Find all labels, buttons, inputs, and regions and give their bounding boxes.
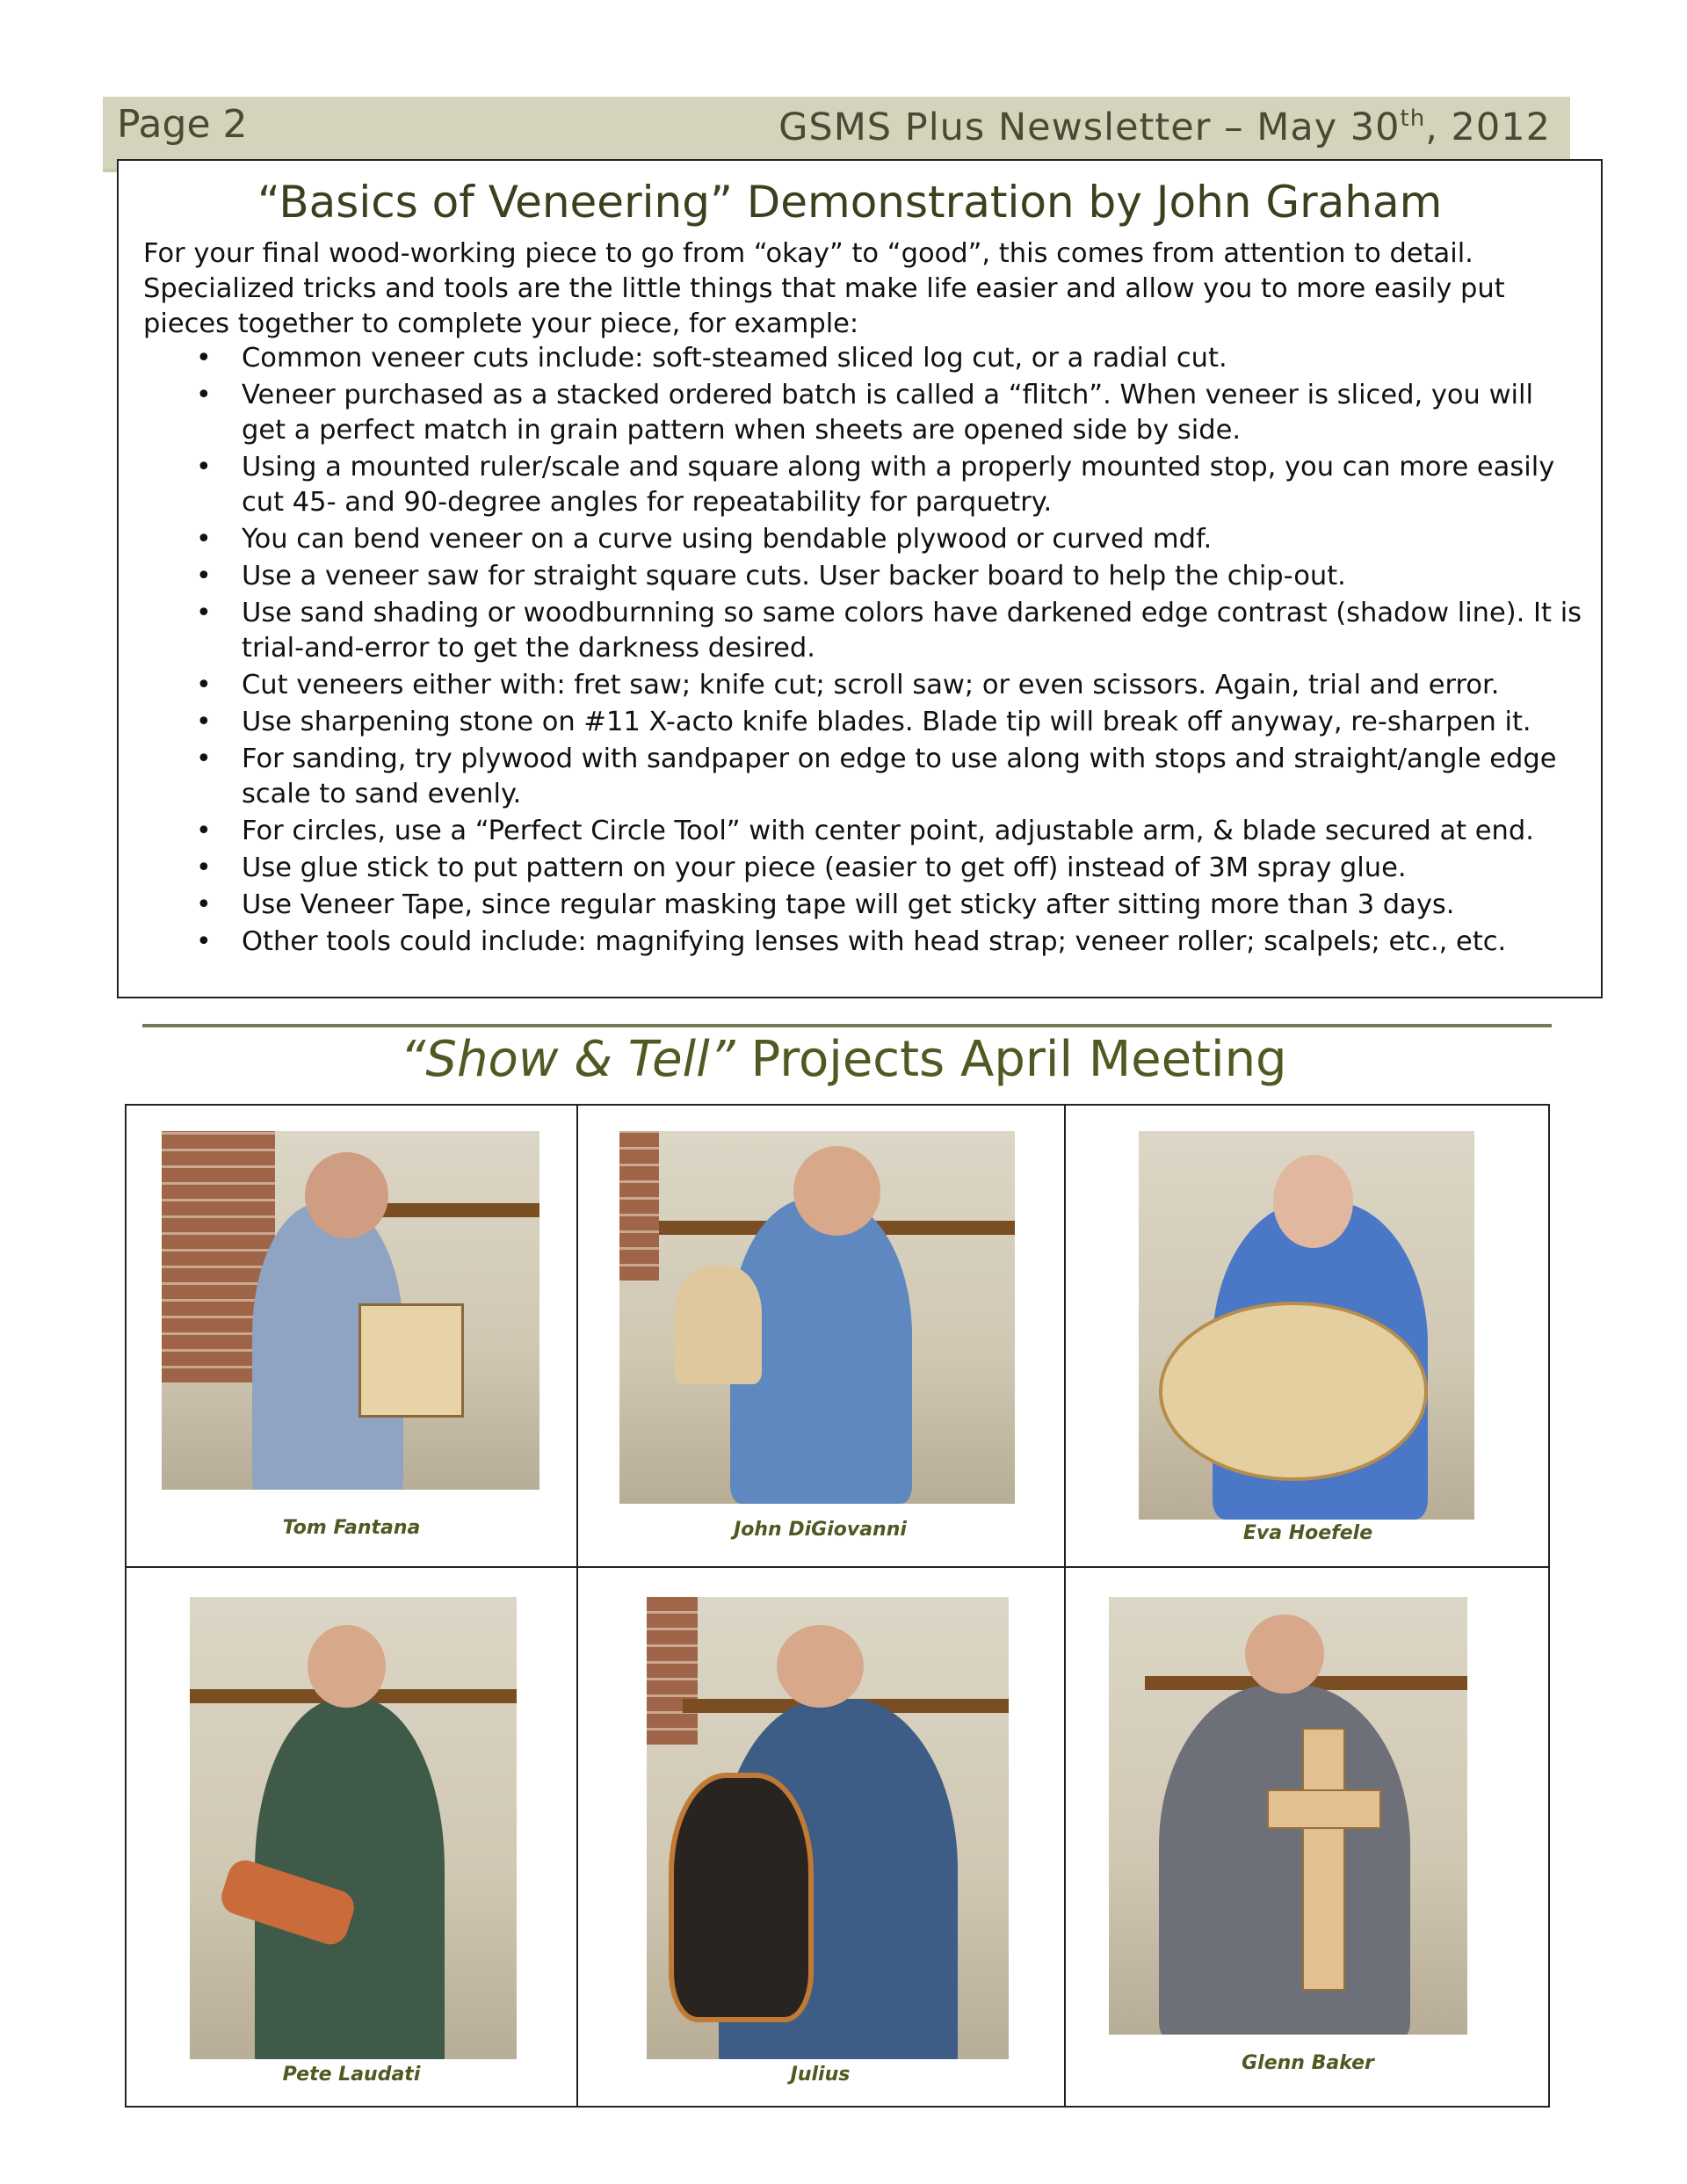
bullet-text: For sanding, try plywood with sandpaper on edge to use along with stops and straight/angle edge scale to sand evenly. xyxy=(242,744,1557,809)
cross-carving-horizontal xyxy=(1267,1789,1382,1829)
bullet-glyph: • xyxy=(196,561,212,591)
brick-wall xyxy=(619,1131,659,1281)
bullet-glyph: • xyxy=(196,707,212,737)
bullet-item xyxy=(143,559,1584,594)
grid-divider xyxy=(127,1566,1548,1568)
photo-eva-hoefele xyxy=(1139,1131,1474,1520)
carved-bust xyxy=(675,1266,762,1385)
cross-carving-vertical xyxy=(1302,1728,1345,1991)
shelf xyxy=(370,1203,540,1217)
bullet-text: Use sharpening stone on #11 X-acto knife blades. Blade tip will break off anyway, re-sharpen it. xyxy=(242,707,1531,737)
bullet-item xyxy=(143,925,1584,960)
show-and-tell-title-italic: “Show & Tell” xyxy=(400,1031,735,1088)
photo-julius xyxy=(647,1597,1009,2059)
bullet-text: Use glue stick to put pattern on your piece (easier to get off) instead of 3M spray glue. xyxy=(242,853,1407,883)
section-divider xyxy=(142,1024,1552,1027)
bullet-glyph: • xyxy=(196,926,212,957)
photo-caption: Tom Fantana xyxy=(282,1517,421,1539)
show-and-tell-title xyxy=(0,1031,1687,1088)
bullet-item xyxy=(143,814,1584,849)
bullet-text: Use sand shading or woodburnning so same colors have darkened edge contrast (shadow line). It is trial-and-error to get the darkness desired. xyxy=(242,598,1582,664)
bullet-glyph: • xyxy=(196,816,212,846)
photo-tom-fantana xyxy=(162,1131,539,1490)
photo-pete-laudati xyxy=(190,1597,517,2059)
person-head xyxy=(308,1625,386,1709)
bullet-text: Use Veneer Tape, since regular masking tape will get sticky after sitting more than 3 days. xyxy=(242,889,1455,920)
brick-wall xyxy=(647,1597,698,1745)
show-and-tell-title-rest: Projects April Meeting xyxy=(735,1031,1287,1088)
scroll-saw-project xyxy=(358,1303,464,1419)
veneering-article xyxy=(117,159,1603,998)
bullet-text: Common veneer cuts include: soft-steamed sliced log cut, or a radial cut. xyxy=(242,343,1227,374)
photo-caption: Julius xyxy=(790,2064,851,2086)
photo-caption: Glenn Baker xyxy=(1242,2052,1374,2074)
bullet-text: You can bend veneer on a curve using bendable plywood or curved mdf. xyxy=(242,524,1213,555)
bullet-glyph: • xyxy=(196,598,212,628)
person-head xyxy=(305,1152,388,1238)
person xyxy=(1159,1685,1410,2035)
bullet-item xyxy=(143,851,1584,886)
photo-caption: Eva Hoefele xyxy=(1242,1522,1373,1544)
bullet-glyph: • xyxy=(196,889,212,920)
article-intro: For your final wood-working piece to go from “okay” to “good”, this comes from attention to detail. Specialized tricks and tools are the little things that make life easier and allow you to more easily put pieces together to complete your piece, for example: xyxy=(143,238,1505,339)
photo-caption: John DiGiovanni xyxy=(734,1519,907,1541)
oval-relief-carving xyxy=(1159,1302,1428,1480)
bullet-item xyxy=(143,378,1584,448)
newsletter-title xyxy=(778,105,1551,149)
photo-john-digiovanni xyxy=(619,1131,1015,1504)
grid-divider xyxy=(1064,1106,1066,2106)
photo-glenn-baker xyxy=(1109,1597,1467,2035)
bullet-glyph: • xyxy=(196,452,212,483)
newsletter-title-sup: th xyxy=(1400,105,1426,132)
bullet-item xyxy=(143,450,1584,520)
bullet-item xyxy=(143,742,1584,812)
newsletter-title-prefix: GSMS Plus Newsletter – May 30 xyxy=(778,105,1401,149)
bullet-item xyxy=(143,596,1584,666)
bullet-text: Veneer purchased as a stacked ordered batch is called a “flitch”. When veneer is sliced, you will get a perfect match in grain pattern when sheets are opened side by side. xyxy=(242,380,1533,446)
newsletter-title-suffix: , 2012 xyxy=(1425,105,1551,149)
bullet-item xyxy=(143,668,1584,703)
bullet-item xyxy=(143,522,1584,557)
bullet-text: For circles, use a “Perfect Circle Tool” with center point, adjustable arm, & blade secured at end. xyxy=(242,816,1534,846)
photo-caption: Pete Laudati xyxy=(282,2064,421,2086)
bullet-glyph: • xyxy=(196,744,212,774)
dog-intarsia xyxy=(669,1773,814,2022)
bullet-glyph: • xyxy=(196,380,212,410)
page-number: Page 2 xyxy=(117,102,248,147)
bullet-text: Cut veneers either with: fret saw; knife cut; scroll saw; or even scissors. Again, trial and error. xyxy=(242,670,1500,700)
bullet-text: Use a veneer saw for straight square cuts. User backer board to help the chip-out. xyxy=(242,561,1346,591)
photo-grid xyxy=(125,1104,1550,2108)
bullet-glyph: • xyxy=(196,670,212,700)
bullet-item xyxy=(143,341,1584,376)
person-head xyxy=(1273,1155,1354,1248)
bullet-item xyxy=(143,888,1584,923)
bullet-text: Using a mounted ruler/scale and square along with a properly mounted stop, you can more easily cut 45- and 90-degree angles for repeatability for parquetry. xyxy=(242,452,1555,518)
article-bullet-list xyxy=(143,341,1584,961)
bullet-text: Other tools could include: magnifying lenses with head strap; veneer roller; scalpels; etc., etc. xyxy=(242,926,1507,957)
article-title: “Basics of Veneering” Demonstration by John Graham xyxy=(257,177,1443,228)
bullet-glyph: • xyxy=(196,343,212,374)
bullet-glyph: • xyxy=(196,853,212,883)
bullet-glyph: • xyxy=(196,524,212,555)
person-head xyxy=(793,1146,880,1236)
bullet-item xyxy=(143,705,1584,740)
person-head xyxy=(777,1625,864,1709)
person-head xyxy=(1245,1614,1324,1694)
grid-divider xyxy=(576,1106,578,2106)
